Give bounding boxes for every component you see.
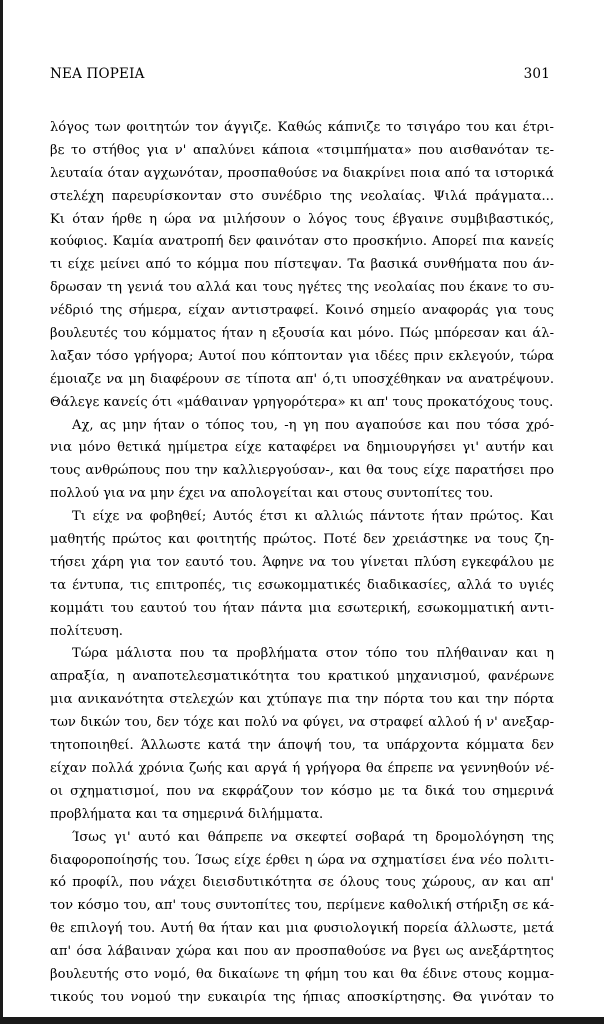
text-line: Αχ, ας μην ήταν ο τόπος του, -η γη που αγαπούσε και που τόσα χρό- [72, 417, 554, 433]
text-line: τι είχε μείνει από το κόμμα που πίστεψαν. Τα βασικά συνθήματα που άν- [50, 257, 554, 273]
text-line: βε το στήθος για ν' απαλύνει κάποια «τσιμπήματα» που αισθανόταν τε- [50, 142, 554, 158]
text-line: Ίσως γι' αυτό και θάπρεπε να σκεφτεί σοβαρά τη δρομολόγηση της [72, 829, 554, 845]
text-line: τήσει χάρη για τον εαυτό του. Άφηνε να του γίνεται πλύση εγκεφάλου με [50, 554, 554, 570]
text-line: τους ανθρώπους που την καλλιεργούσαν-, και θα τους είχε παρατήσει προ [50, 463, 554, 479]
text-line: λόγος των φοιτητών τον άγγιζε. Καθώς κάπνιζε το τσιγάρο του και έτρι- [50, 120, 554, 135]
body-text [50, 117, 554, 1010]
text-line: μαθητής πρώτος και φοιτητής πρώτος. Ποτέ δεν χρειάστηκε να τους ζη- [50, 532, 554, 548]
text-line: πολίτευση. [50, 623, 123, 639]
page-edge-bottom [0, 1017, 604, 1024]
text-line: κούφιος. Καμία ανατροπή δεν φαινόταν στο προσκήνιο. Απορεί πια κανείς [50, 234, 554, 250]
text-line: βουλευτής στο νομό, θα δικαίωνε τη φήμη του και θα έδινε στους κομμα- [50, 966, 554, 982]
text-line: τα έντυπα, τις επιτροπές, τις εσωκομματικές διαδικασίες, αλλά το υγιές [50, 577, 554, 593]
text-line: πολλού για να μην έχει να απολογείται και στους συντοπίτες του. [50, 486, 494, 502]
text-line: νια μόνο θετικά ημίμετρα είχε καταφέρει να δημιουργήσει γι' αυτήν και [50, 440, 554, 456]
text-line: μια ανικανότητα στελεχών και χτύπαγε πια την πόρτα του και την πόρτα [50, 692, 554, 708]
text-line: είχαν πολλά χρόνια ζωής και αργά ή γρήγορα θα έπρεπε να γεννηθούν νέ- [50, 760, 554, 776]
running-header [50, 66, 550, 86]
text-line: κό προφίλ, που νάχει διεισδυτικότητα σε όλους τους χώρους, αν και απ' [50, 875, 554, 891]
text-line: βουλευτές του κόμματος ήταν η εξουσία και μόνο. Πώς μπόρεσαν και άλ- [50, 326, 554, 342]
text-line: απραξία, η αναποτελεσματικότητα του κρατικού μηχανισμού, φανέρωνε [50, 669, 554, 685]
text-line: στελέχη παρευρίσκονταν στο συνέδριο της νεολαίας. Ψιλά πράγματα... [50, 188, 554, 204]
text-line: λευταία όταν αγχωνόταν, προσπαθούσε να διακρίνει ποια από τα ιστορικά [50, 165, 554, 181]
text-line: τον κόσμο του, απ' τους συντοπίτες του, περίμενε καθολική στήριξη σε κά- [50, 898, 554, 914]
text-line: νέδριό της σήμερα, είχαν αντιστραφεί. Κοινό σημείο αναφοράς για τους [50, 303, 554, 319]
text-line: οι σχηματισμοί, που να εκφράζουν τον κόσμο με τα δικά του σημερινά [50, 783, 554, 799]
text-line: κομμάτι του εαυτού του ήταν πάντα μια εσωτερική, εσωκομματική αντι- [50, 600, 554, 616]
text-line: Θάλεγε κανείς ότι «μάθαιναν γρηγορότερα» κι απ' τους προκατόχους τους. [50, 394, 554, 410]
page-number: 301 [523, 66, 550, 82]
text-line: προβλήματα και τα σημερινά διλήμματα. [50, 806, 324, 822]
page-edge-left [0, 0, 3, 1024]
text-line: Τώρα μάλιστα που τα προβλήματα στον τόπο του πλήθαιναν και η [72, 646, 554, 662]
text-line: τικούς του νομού την ευκαιρία της ήπιας αποσκίρτησης. Θα γινόταν το [50, 989, 554, 1005]
text-line: Κι όταν ήρθε η ώρα να μιλήσουν ο λόγος τους έβγαινε συμβιβαστικός, [50, 211, 554, 227]
text-line: διαφοροποίησής του. Ίσως είχε έρθει η ώρα να σχηματίσει ένα νέο πολιτι- [50, 852, 554, 868]
text-line: θε επιλογή του. Αυτή θα ήταν και μια φυσιολογική πορεία άλλωστε, μετά [50, 921, 554, 937]
text-line: δρωσαν τη γενιά του αλλά και τους ηγέτες της νεολαίας που έκανε το συ- [50, 280, 554, 296]
running-title: ΝΕΑ ΠΟΡΕΙΑ [50, 66, 145, 82]
text-line: Τι είχε να φοβηθεί; Αυτός έτσι κι αλλιώς πάντοτε ήταν πρώτος. Και [72, 509, 554, 525]
text-line: των δικών του, δεν τόχε και πολύ να φύγει, να στραφεί αλλού ή ν' ανεξαρ- [50, 715, 554, 731]
text-line: τητοποιηθεί. Άλλωστε κατά την άποψή του, τα υπάρχοντα κόμματα δεν [50, 738, 554, 754]
text-line: λαξαν τόσο γρήγορα; Αυτοί που κόπτονταν για ιδέες πριν εκλεγούν, τώρα [50, 348, 554, 364]
text-line: απ' όσα λάβαιναν χώρα και που αν προσπαθούσε να βγει ως ανεξάρτητος [50, 944, 554, 960]
text-line: έμοιαζε να μη διαφέρουν σε τίποτα απ' ό,τι υποσχέθηκαν να ανατρέψουν. [50, 371, 554, 387]
